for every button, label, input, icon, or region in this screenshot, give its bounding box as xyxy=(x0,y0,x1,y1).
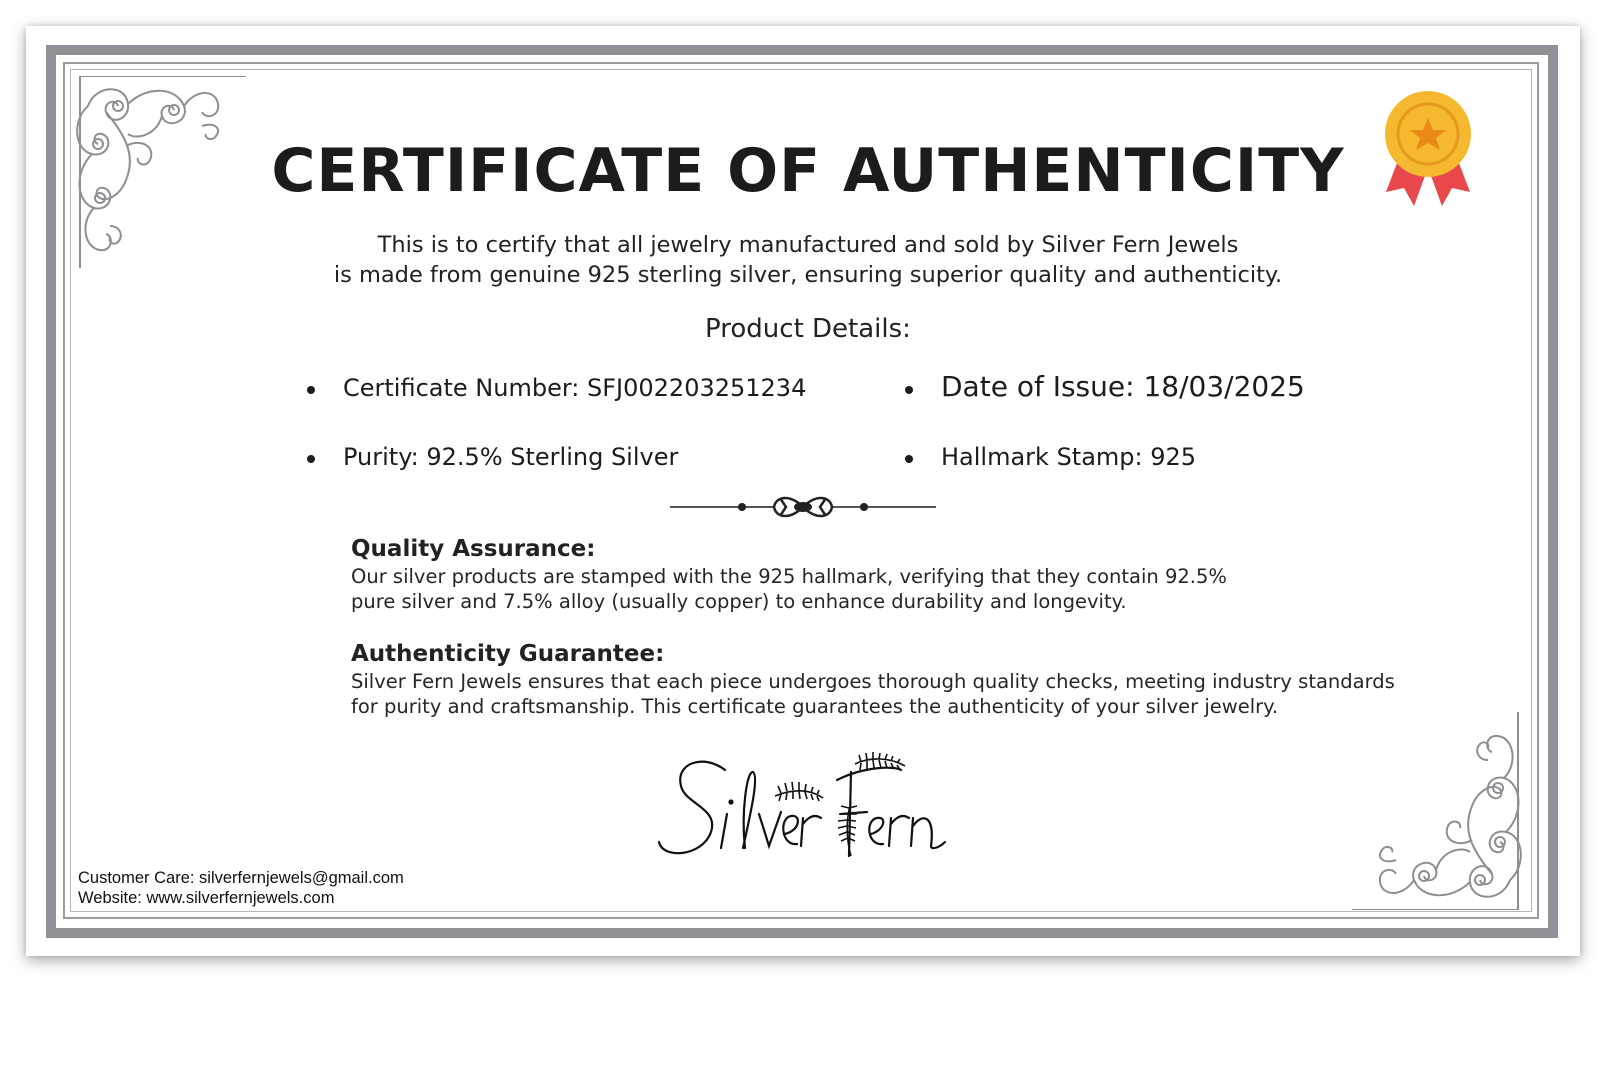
quality-line-1: Our silver products are stamped with the 925 hallmark, verifying that they contain 92.5% xyxy=(351,565,1227,588)
certificate-number: Certificate Number: SFJ002203251234 xyxy=(343,374,807,402)
customer-care-email[interactable]: Customer Care: silverfernjewels@gmail.com xyxy=(78,869,404,887)
intro-line-1: This is to certify that all jewelry manufactured and sold by Silver Fern Jewels xyxy=(377,232,1239,258)
quality-assurance-text xyxy=(351,564,1227,614)
signature-logo xyxy=(655,752,955,872)
guarantee-line-1: Silver Fern Jewels ensures that each piece undergoes thorough quality checks, meeting industry standards xyxy=(351,670,1395,693)
product-details-heading: Product Details: xyxy=(705,314,911,344)
corner-ornament-bottom-right xyxy=(1352,710,1532,910)
bullet-icon xyxy=(307,455,315,463)
website-url[interactable]: Website: www.silverfernjewels.com xyxy=(78,889,335,907)
quality-line-2: pure silver and 7.5% alloy (usually copper) to enhance durability and longevity. xyxy=(351,590,1127,613)
guarantee-line-2: for purity and craftsmanship. This certificate guarantees the authenticity of your silver jewelry. xyxy=(351,695,1279,718)
quality-assurance-heading: Quality Assurance: xyxy=(351,536,596,562)
intro-statement xyxy=(0,230,1616,290)
bullet-icon xyxy=(905,386,913,394)
authenticity-guarantee-text xyxy=(351,669,1395,719)
authenticity-guarantee-heading: Authenticity Guarantee: xyxy=(351,641,665,667)
certificate-title: CERTIFICATE OF AUTHENTICITY xyxy=(271,136,1345,206)
contact-info xyxy=(78,868,404,908)
hallmark-stamp: Hallmark Stamp: 925 xyxy=(941,443,1197,471)
purity: Purity: 92.5% Sterling Silver xyxy=(343,443,679,471)
ornamental-divider xyxy=(670,490,936,524)
bullet-icon xyxy=(307,386,315,394)
intro-line-2: is made from genuine 925 sterling silver, ensuring superior quality and authenticity. xyxy=(333,262,1283,288)
bullet-icon xyxy=(905,455,913,463)
date-of-issue: Date of Issue: 18/03/2025 xyxy=(941,370,1305,403)
